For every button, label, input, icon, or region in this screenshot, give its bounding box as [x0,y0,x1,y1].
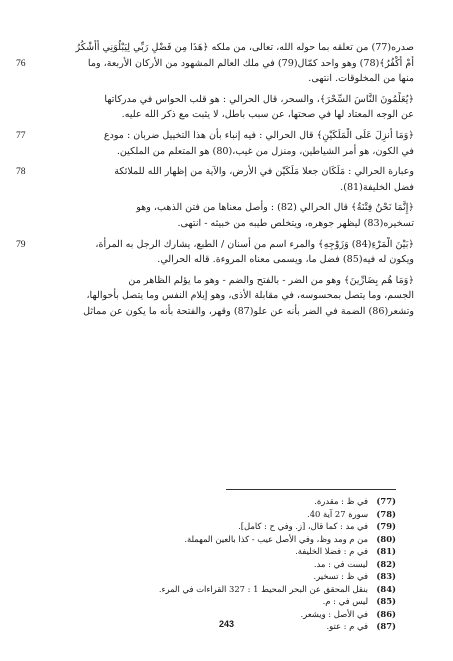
footnote-list [40,495,396,633]
footnote-number: (85) [376,596,396,606]
footnote-number: (78) [376,508,396,519]
text-line: وعبارة الحرالي : مَلَكَان جعلا مَلَكَيْن في الأرض، والآية من إظهار الله للملائكة [114,166,414,178]
footnote-text: في الأصل : ويشعر. [300,608,368,619]
text-line: وتشعر(86) الضمة في الضر بأنه عن علو(87) وقهر، والفتحة بأنه ما يكون عن مماثل [83,305,414,317]
footnote [40,520,396,533]
footnote-text: في م : فضلا الخليفة. [295,546,368,556]
footnote-number: (86) [376,608,396,619]
footnote-number: (84) [376,583,396,594]
verse-number: 77 [16,129,26,141]
paragraph [40,40,414,56]
footnote-text: في م : عتو. [326,621,368,631]
text-line: منها من المخلوقات. انتهى. [308,73,414,85]
footnote-number: (83) [376,571,396,581]
footnote-number: (79) [376,521,396,531]
footnote [40,595,396,608]
footnote-text: في مد : كما قال، [ز. وفي ح : كامل]. [238,521,368,531]
paragraph [16,128,414,159]
paragraph [16,237,414,268]
text-line: تسخيره(83) ليظهر جوهره، ويتخلص طيبه من خبيثه - انتهى. [177,217,414,229]
footnote [40,570,396,583]
footnote-number: (81) [376,546,396,556]
text-line: ﴿وَمَا أُنزِلَ عَلَى الْمَلَكَيْنِ﴾ قال الحرالي : فيه إنباء بأن هذا التخييل ضربان : مودع [103,129,414,141]
verse-number: 79 [16,238,26,250]
verse-number: 78 [16,166,26,178]
text-line: ﴿وَمَا هُم بِضَارِّينَ﴾ وهو من الضر - بالفتح والضم - وهو ما يؤلم الظاهر من [128,274,414,286]
paragraph [40,92,414,123]
footnote-text: في ظ : مقدرة. [314,496,368,506]
footnote [40,533,396,546]
footnote-number: (87) [376,621,396,631]
text-line: الجسم، وما يتصل بمحسوسه، في مقابلة الأذى، وهو إيلام النفس وما يتصل بأحوالها، [86,290,414,302]
text-line: ﴿يُعَلِّمُونَ النَّاسَ السِّحْرَ﴾، والسحر، قال الحرالي : هو قلب الحواس في مدركاتها [104,93,414,105]
footnote-text: في ظ : تسخير. [313,571,368,581]
footnote [40,495,396,508]
paragraph [16,56,414,87]
paragraph [40,273,414,320]
verse-number: 76 [16,57,26,69]
text-line: ويكون له فيه(85) فضل ما، ويسمى معناه المروءة. قاله الحرالي. [157,254,414,266]
text-line: صدره(77) من تعلقه بما حوله الله، تعالى، من ملكه ﴿هَذَا مِن فَضْلِ رَبِّي لِيَبْلُوَنِي أَأَشْكُرُ [75,42,414,53]
paragraph [16,164,414,195]
text-line: أَمْ أَكْفُرُ﴾(78) وهو واحد كمّال(79) في ملك العالم المشهود من الأركان الأربعة، وما [87,57,414,69]
text-line: فضل الخليفة(81). [340,181,414,193]
text-line: في الكون، هو أمر الشياطين، ومنزل من غيب،(80) هو المتعلم من الملكين. [116,145,414,157]
footnote-text: ليست في : مد. [313,558,368,569]
footnote-number: (77) [376,496,396,506]
text-line: ﴿إِنَّمَا نَحْنُ فِتْنَةٌ﴾ قال الحرالي (82) : وأصل معناها من فتن الذهب، وهو [136,202,414,214]
paragraph [40,200,414,231]
main-text [16,40,414,325]
footnote-divider [226,489,396,490]
footnote-text: سورة 27 آية 40. [307,508,368,519]
footnote [40,558,396,571]
footnote [40,545,396,558]
text-line: عن الوجه المعتاد لها في صحتها، عن سبب باطل، لا يثبت مع ذكر الله عليه. [121,109,414,121]
page-number: 243 [218,619,235,629]
footnote-text: بنقل المحقق عن البحر المحيط 1 : 327 القراءات في المرء. [158,583,368,594]
footnote-number: (82) [376,558,396,569]
footnote-text: من م ومد وظ، وفي الأصل عيب - كذا بالعين المهملة. [184,533,368,544]
footnote [40,508,396,521]
text-line: ﴿بَيْنَ الْمَرْءِ(84) وَزَوْجِهِ﴾ والمرء اسم من أسنان / الطبع، يشارك الرجل به المرأة، [95,238,414,250]
footnote-text: ليس في : م. [322,596,368,606]
footnote-number: (80) [376,533,396,544]
footnote [40,583,396,596]
